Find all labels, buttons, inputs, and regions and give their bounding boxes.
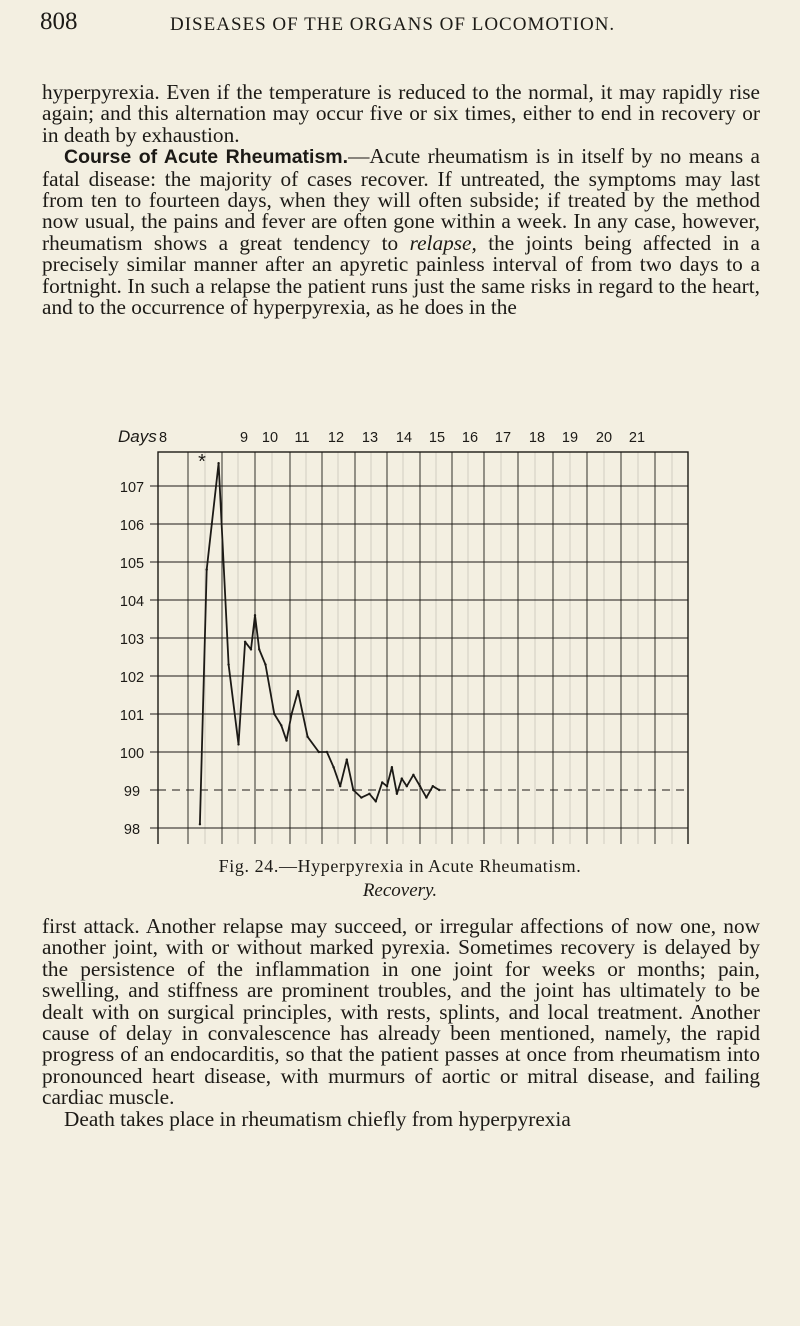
temperature-point: [360, 796, 362, 798]
x-tick-label: 12: [327, 430, 345, 446]
page-header: [40, 8, 760, 48]
temperature-point: [244, 641, 246, 643]
temperature-point: [432, 785, 434, 787]
paragraph-text: first attack. Another relapse may succeed, or irregular affections of now one, now another joint, with or without marked pyrexia. Sometimes recovery is delayed by the persistence of the inflammation in one joint for weeks or months; pain, swelling, and stiffness are prominent troubles, and the joint has ultimately to be dealt with on surgical principles, with rests, splints, and local treatment. Another cause of delay in convalescence has already been mentioned, namely, the rapid progress of an endocarditis, so that the patient passes at once from rheumatism into pronounced heart disease, with murmurs of aortic or mitral disease, and failing cardiac muscle.: [42, 914, 760, 1110]
x-tick-label: 9: [239, 430, 249, 446]
text-block-top: [42, 82, 760, 318]
running-head: DISEASES OF THE ORGANS OF LOCOMOTION.: [170, 14, 616, 35]
section-lead: Course of Acute Rheumatism.: [64, 146, 349, 169]
x-tick-label: 17: [494, 430, 512, 446]
temperature-point: [306, 736, 308, 738]
x-tick-label: 11: [294, 430, 310, 446]
paragraph-text: Death takes place in rheumatism chiefly from hyperpyrexia: [64, 1106, 571, 1131]
y-tick-label: 101: [119, 708, 145, 724]
chart-annotations: [198, 451, 248, 844]
paragraph: [42, 1106, 760, 1131]
temperature-line: [200, 463, 439, 824]
temperature-point: [375, 800, 377, 802]
chart-svg: [0, 424, 800, 844]
figure-subcaption: Recovery.: [362, 880, 438, 901]
y-tick-label: 99: [123, 784, 141, 800]
temperature-point: [339, 785, 341, 787]
chart-frame: [158, 452, 688, 844]
temperature-point: [412, 774, 414, 776]
x-tick-label: 18: [528, 430, 546, 446]
temperature-point: [211, 523, 213, 525]
x-tick-label: 19: [561, 430, 579, 446]
temperature-point: [352, 789, 354, 791]
temperature-point: [318, 751, 320, 753]
temperature-point: [391, 766, 393, 768]
temperature-point: [258, 648, 260, 650]
italic-term: relapse,: [409, 230, 477, 255]
x-tick-label: 13: [361, 430, 379, 446]
temperature-point: [386, 785, 388, 787]
paragraph-text: the joints being affected in a precisely similar manner after an apyretic painless interval of from two days to a fortnight. In such a relapse the patient runs just the same risks in regard to the heart, and to the occurrence of hyperpyrexia, as he does in the: [42, 230, 760, 320]
x-tick-label: 8: [158, 430, 168, 446]
x-tick-label: 15: [428, 430, 446, 446]
temperature-point: [297, 690, 299, 692]
temperature-point: [206, 568, 208, 570]
x-tick-label: 10: [261, 430, 279, 446]
ice-marker: *: [198, 451, 206, 473]
x-axis-label: Days: [118, 427, 157, 446]
y-tick-label: 98: [123, 822, 141, 838]
y-tick-label: 102: [119, 670, 145, 686]
paragraph: [42, 916, 760, 1109]
y-tick-label: 107: [119, 480, 145, 496]
temperature-point: [254, 614, 256, 616]
temperature-point: [438, 789, 440, 791]
x-tick-label: 20: [595, 430, 613, 446]
temperature-point: [381, 781, 383, 783]
y-tick-label: 104: [119, 594, 145, 610]
x-tick-label: 21: [628, 430, 646, 446]
y-tick-label: 106: [119, 518, 145, 534]
text-block-bottom: [42, 916, 760, 1130]
page-number: 808: [40, 8, 78, 35]
temperature-point: [290, 713, 292, 715]
temperature-point: [217, 462, 219, 464]
paragraph-text: hyperpyrexia. Even if the temperature is reduced to the normal, it may rapidly rise again; and this alternation may occur five or six times, either to end in recovery or in death by exhaustion.: [42, 80, 760, 147]
temperature-point: [346, 758, 348, 760]
temperature-point: [227, 663, 229, 665]
temperature-chart: [0, 424, 800, 844]
temperature-point: [273, 713, 275, 715]
temperature-point: [285, 739, 287, 741]
x-tick-label: 14: [395, 430, 413, 446]
paragraph-text: —Acute rheumatism is in itself by no means a fatal disease: the majority of cases recover. If untreated, the symptoms may last from ten to fourteen days, when they will often subside; if treated by the method now usual, the pains and fever are often gone within a week. In any case, however, rheumatism shows a great tendency to: [42, 144, 760, 255]
temperature-point: [326, 751, 328, 753]
figure-caption: Fig. 24.—Hyperpyrexia in Acute Rheumatism.: [218, 856, 582, 876]
temperature-point: [237, 743, 239, 745]
y-tick-label: 105: [119, 556, 145, 572]
x-tick-label: 16: [461, 430, 479, 446]
paragraph: [42, 82, 760, 146]
temperature-point: [332, 766, 334, 768]
temperature-point: [396, 793, 398, 795]
paragraph: [42, 146, 760, 318]
temperature-point: [280, 724, 282, 726]
chart-series: [199, 462, 441, 825]
temperature-point: [419, 785, 421, 787]
y-tick-label: 100: [119, 746, 145, 762]
y-tick-label: 103: [119, 632, 145, 648]
temperature-point: [425, 796, 427, 798]
temperature-point: [406, 785, 408, 787]
temperature-point: [401, 777, 403, 779]
temperature-point: [264, 663, 266, 665]
temperature-point: [368, 793, 370, 795]
temperature-point: [199, 823, 201, 825]
temperature-point: [250, 648, 252, 650]
